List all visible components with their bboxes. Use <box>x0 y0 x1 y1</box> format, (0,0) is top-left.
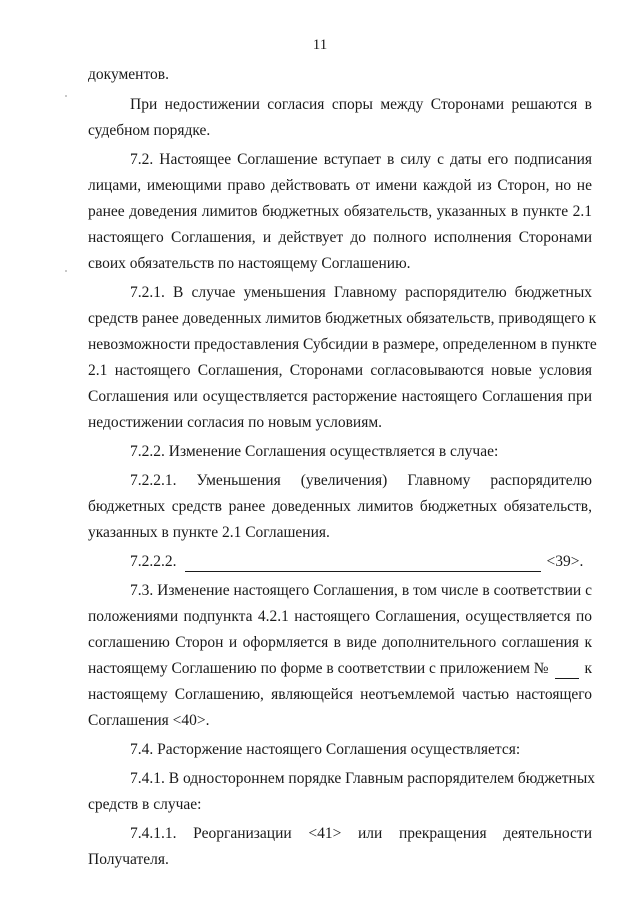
text-line: документов. <box>88 66 169 83</box>
text-line: невозможности предоставления Субсидии в размере, определенном в пункте <box>88 336 597 353</box>
text-segment: к <box>584 660 592 677</box>
text-line: Соглашения <40>. <box>88 712 210 729</box>
text-segment: настоящему Соглашению по форме в соответствии с приложением № <box>88 660 549 677</box>
text-line: ранее доведения лимитов бюджетных обязательств, указанных в пункте 2.1 <box>88 203 592 220</box>
text-line: бюджетных средств ранее доведенных лимитов бюджетных обязательств, <box>88 498 592 515</box>
footnote-ref: <39>. <box>546 553 584 570</box>
text-line: судебном порядке. <box>88 122 211 139</box>
text-line: лицами, имеющими право действовать от имени каждой из Сторон, но не <box>88 177 592 194</box>
text-line: настоящего Соглашения, и действует до полного исполнения Сторонами <box>88 229 592 246</box>
text-line: Получателя. <box>88 851 169 868</box>
text-line: недостижении согласия по новым условиям. <box>88 414 383 431</box>
text-line: указанных в пункте 2.1 Соглашения. <box>88 524 330 541</box>
text-line: соглашению Сторон и оформляется в виде дополнительного соглашения к <box>88 634 592 651</box>
fill-in-blank <box>185 553 541 572</box>
text-line: 7.4. Расторжение настоящего Соглашения осуществляется: <box>130 741 521 758</box>
text-line: При недостижении согласия споры между Сторонами решаются в <box>130 96 592 113</box>
text-line: настоящему Соглашению, являющейся неотъемлемой частью настоящего <box>88 686 592 703</box>
text-line: положениями подпункта 4.2.1 настоящего Соглашения, осуществляется по <box>88 608 592 625</box>
text-line: средств в случае: <box>88 796 202 813</box>
text-line: 7.2.2. Изменение Соглашения осуществляется в случае: <box>130 443 499 460</box>
text-line: своих обязательств по настоящему Соглашению. <box>88 255 411 272</box>
text-line: средств ранее доведенных лимитов бюджетных обязательств, приводящего к <box>88 310 597 327</box>
text-line: 7.2.1. В случае уменьшения Главному распорядителю бюджетных <box>130 284 592 301</box>
text-line: 2.1 настоящего Соглашения, Сторонами согласовываются новые условия <box>88 362 592 379</box>
text-line: 7.2. Настоящее Соглашение вступает в силу с даты его подписания <box>130 151 592 168</box>
text-line <box>130 553 592 572</box>
text-line: 7.2.2.1. Уменьшения (увеличения) Главному распорядителю <box>130 472 592 489</box>
scan-artifact <box>65 270 67 272</box>
text-line: 7.4.1.1. Реорганизации <41> или прекращения деятельности <box>130 825 592 842</box>
scan-artifact <box>65 95 67 97</box>
text-line <box>88 660 592 679</box>
text-line: 7.3. Изменение настоящего Соглашения, в том числе в соответствии с <box>130 582 592 599</box>
text-line: Соглашения или осуществляется расторжение настоящего Соглашения при <box>88 388 592 405</box>
clause-number: 7.2.2.2. <box>130 553 177 570</box>
text-line: 7.4.1. В одностороннем порядке Главным распорядителем бюджетных <box>130 770 596 787</box>
page-number: 11 <box>312 37 328 53</box>
fill-in-blank <box>555 660 579 679</box>
